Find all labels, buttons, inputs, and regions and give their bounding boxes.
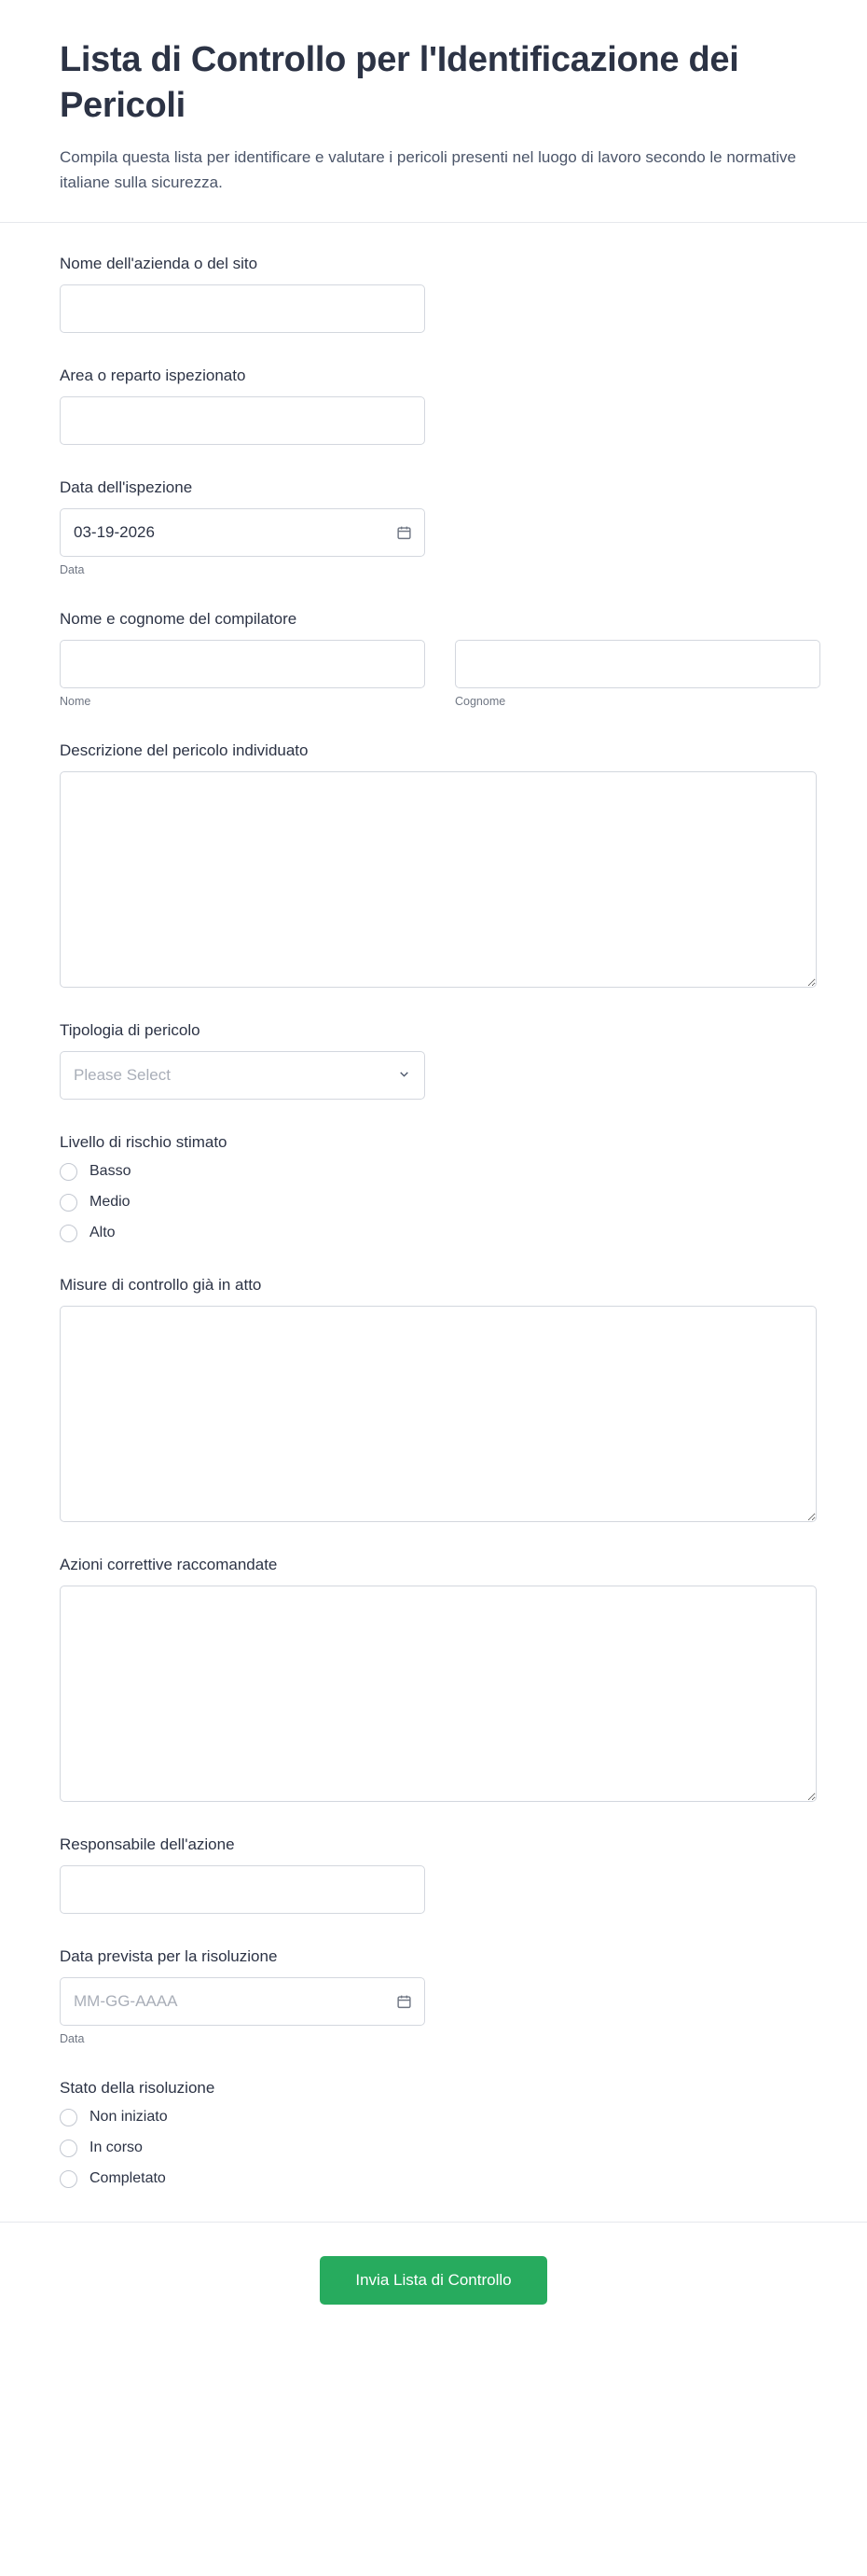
risk-level-radio-group (60, 1163, 807, 1242)
label-hazard-type: Tipologia di pericolo (60, 1020, 200, 1039)
last-name-input[interactable] (455, 640, 820, 688)
resolution-date-input[interactable] (60, 1977, 425, 2026)
label-area: Area o reparto ispezionato (60, 366, 246, 384)
radio-circle-icon (60, 1194, 77, 1212)
label-risk-level: Livello di rischio stimato (60, 1132, 227, 1151)
label-resolution-status: Stato della risoluzione (60, 2078, 215, 2097)
form-body (0, 223, 867, 2188)
label-inspection-date: Data dell'ispezione (60, 478, 193, 496)
compiler-name-row (60, 640, 807, 708)
resolution-date-wrapper (60, 1977, 425, 2026)
field-hazard-description (60, 741, 807, 988)
field-inspection-date (60, 478, 807, 576)
existing-controls-textarea[interactable] (60, 1306, 817, 1522)
inspection-date-wrapper (60, 508, 425, 557)
radio-label: Non iniziato (89, 2109, 168, 2126)
field-area (60, 367, 807, 445)
compiler-last-col (455, 640, 820, 708)
label-corrective-actions: Azioni correttive raccomandate (60, 1555, 278, 1573)
label-responsible: Responsabile dell'azione (60, 1835, 235, 1853)
resolution-status-radio-group (60, 2109, 807, 2188)
field-resolution-date (60, 1947, 807, 2045)
radio-circle-icon (60, 2109, 77, 2126)
radio-circle-icon (60, 2140, 77, 2157)
label-compiler-name: Nome e cognome del compilatore (60, 609, 297, 628)
sublabel-inspection-date: Data (60, 562, 85, 576)
compiler-first-col (60, 640, 425, 708)
radio-circle-icon (60, 2170, 77, 2188)
radio-label: Alto (89, 1225, 116, 1241)
sublabel-first-name: Nome (60, 694, 91, 708)
sublabel-resolution-date: Data (60, 2031, 85, 2045)
radio-option-status-non-iniziato[interactable] (60, 2109, 807, 2126)
form-subtitle: Compila questa lista per identificare e valutare i pericoli presenti nel luogo di lavoro secondo le normative italiane sulla sicurezza. (60, 148, 796, 192)
field-existing-controls (60, 1276, 807, 1522)
field-hazard-type (60, 1021, 807, 1100)
label-company: Nome dell'azienda o del sito (60, 254, 258, 272)
field-risk-level (60, 1133, 807, 1242)
area-input[interactable] (60, 396, 425, 445)
company-input[interactable] (60, 284, 425, 333)
label-hazard-description: Descrizione del pericolo individuato (60, 741, 309, 759)
responsible-input[interactable] (60, 1865, 425, 1914)
radio-label: In corso (89, 2140, 143, 2156)
page-title: Lista di Controllo per l'Identificazione dei Pericoli (60, 40, 739, 125)
radio-circle-icon (60, 1163, 77, 1181)
inspection-date-input[interactable] (60, 508, 425, 557)
radio-option-status-in-corso[interactable] (60, 2140, 807, 2157)
radio-option-risk-alto[interactable] (60, 1225, 807, 1242)
first-name-input[interactable] (60, 640, 425, 688)
hazard-type-wrapper (60, 1051, 425, 1100)
submit-button[interactable]: Invia Lista di Controllo (320, 2256, 547, 2305)
radio-label: Medio (89, 1194, 131, 1211)
label-resolution-date: Data prevista per la risoluzione (60, 1946, 278, 1965)
sublabel-last-name: Cognome (455, 694, 506, 708)
radio-label: Basso (89, 1163, 131, 1180)
radio-circle-icon (60, 1225, 77, 1242)
field-responsible (60, 1835, 807, 1914)
field-resolution-status (60, 2079, 807, 2188)
label-existing-controls: Misure di controllo già in atto (60, 1275, 262, 1294)
radio-label: Completato (89, 2170, 166, 2187)
field-company (60, 255, 807, 333)
form-header (0, 0, 867, 223)
hazard-description-textarea[interactable] (60, 771, 817, 988)
hazard-type-select[interactable] (60, 1051, 425, 1100)
form-footer (0, 2222, 867, 2349)
radio-option-status-completato[interactable] (60, 2170, 807, 2188)
radio-option-risk-medio[interactable] (60, 1194, 807, 1212)
field-corrective-actions (60, 1556, 807, 1802)
radio-option-risk-basso[interactable] (60, 1163, 807, 1181)
field-compiler-name (60, 610, 807, 708)
corrective-actions-textarea[interactable] (60, 1586, 817, 1802)
